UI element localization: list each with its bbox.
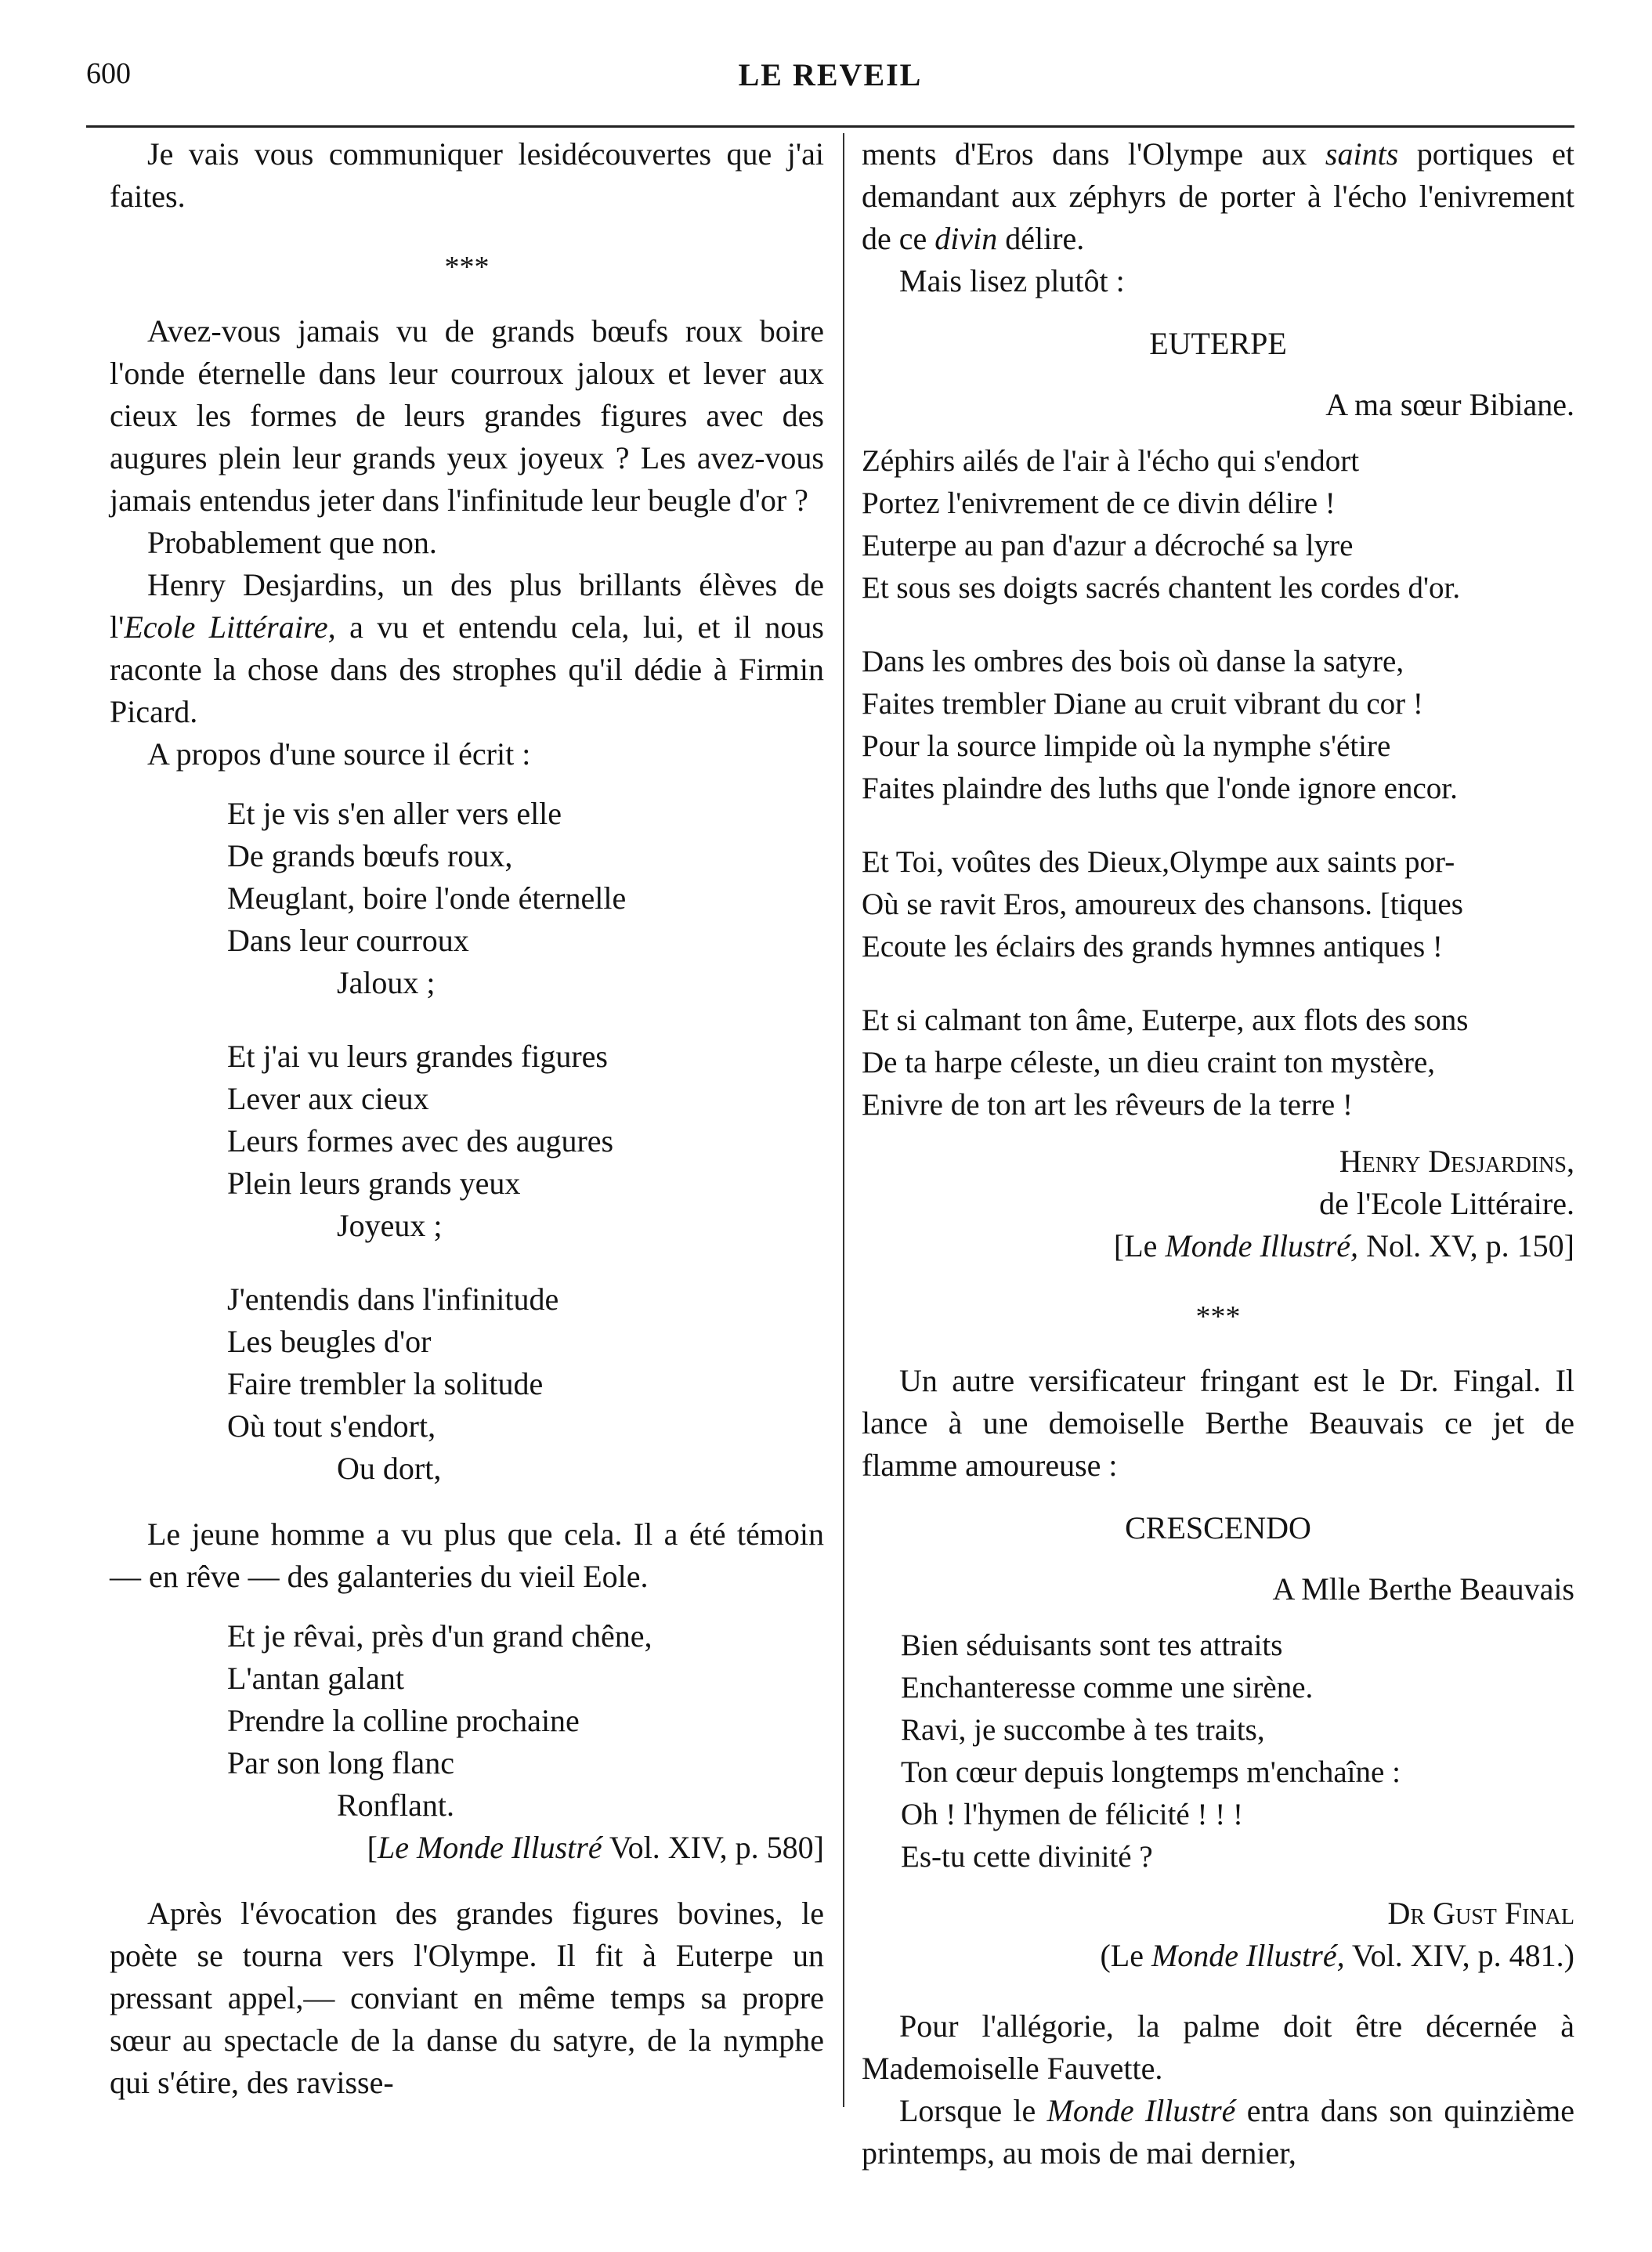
citation: [Le Monde Illustré Vol. XIV, p. 580] — [367, 1830, 824, 1865]
verse-line: Les beugles d'or — [227, 1324, 432, 1359]
paragraph: Henry Desjardins, un des plus brillants élèves de l'Ecole Littéraire, a vu et entendu cela, lui, et il nous raconte la chose dans des strophes qu'il dédie à Firmin Picard. — [110, 567, 824, 729]
verse-line: Es-tu cette divinité ? — [901, 1840, 1153, 1874]
verse-line: Et si calmant ton âme, Euterpe, aux flots des sons — [862, 1003, 1469, 1037]
verse-line: Faire trembler la solitude — [227, 1366, 544, 1401]
verse-line: Prendre la colline prochaine — [227, 1703, 580, 1738]
verse-line: Zéphirs ailés de l'air à l'écho qui s'endort — [862, 444, 1360, 478]
verse-line: Plein leurs grands yeux — [227, 1166, 521, 1201]
verse-line: Enchanteresse comme une sirène. — [901, 1671, 1314, 1704]
verse-line: Lever aux cieux — [227, 1081, 429, 1116]
verse-line: Par son long flanc — [227, 1745, 454, 1780]
verse-stanza — [110, 793, 824, 1490]
author-affiliation: de l'Ecole Littéraire. — [1319, 1186, 1574, 1221]
citation: (Le Monde Illustré, Vol. XIV, p. 481.) — [1100, 1938, 1574, 1973]
poem-title: CRESCENDO — [1125, 1510, 1311, 1545]
verse-line: J'entendis dans l'infinitude — [227, 1281, 559, 1317]
verse-line: Ou dort, — [337, 1451, 442, 1486]
verse-line: Leurs formes avec des augures — [227, 1123, 614, 1159]
paragraph: Je vais vous communiquer lesidécouvertes que j'ai faites. — [110, 136, 824, 214]
verse-line: Joyeux ; — [337, 1208, 443, 1243]
verse-line: Où se ravit Eros, amoureux des chansons. [tiques — [862, 887, 1463, 921]
right-column — [862, 133, 1574, 2174]
left-column — [110, 133, 824, 2104]
verse-line: Faites trembler Diane au cruit vibrant du cor ! — [862, 687, 1423, 721]
verse-line: Et Toi, voûtes des Dieux,Olympe aux saints por- — [862, 845, 1455, 879]
poem-euterpe — [862, 440, 1574, 1126]
verse-line: Et sous ses doigts sacrés chantent les cordes d'or. — [862, 571, 1461, 605]
paragraph: Après l'évocation des grandes figures bovines, le poète se tourna vers l'Olympe. Il fit à Euterpe un pressant appel,— conviant en même temps sa propre sœur au spectacle de la danse du satyre, de la nymphe qui s'étire, des ravisse- — [110, 1896, 824, 2100]
verse-line: Dans les ombres des bois où danse la satyre, — [862, 645, 1404, 678]
verse-line: Où tout s'endort, — [227, 1408, 436, 1444]
verse-line: Et j'ai vu leurs grandes figures — [227, 1039, 608, 1074]
verse-line: Ton cœur depuis longtemps m'enchaîne : — [901, 1755, 1401, 1789]
verse-line: Pour la source limpide où la nymphe s'étire — [862, 729, 1391, 763]
paragraph: Un autre versificateur fringant est le Dr. Fingal. Il lance à une demoiselle Berthe Beauvais ce jet de flamme amoureuse : — [862, 1363, 1574, 1483]
running-header — [86, 56, 1574, 103]
paragraph: Pour l'allégorie, la palme doit être décernée à Mademoiselle Fauvette. — [862, 2008, 1574, 2086]
emphasis: Ecole Littéraire, — [124, 609, 336, 645]
author-signature: Henry Desjardins, — [1339, 1144, 1574, 1179]
section-stars: *** — [1195, 1300, 1241, 1333]
paragraph: Probablement que non. — [147, 525, 437, 560]
verse-line: Et je vis s'en aller vers elle — [227, 796, 562, 831]
verse-line: Jaloux ; — [337, 965, 436, 1000]
verse-line: De grands bœufs roux, — [227, 838, 513, 873]
column-divider — [843, 133, 844, 2107]
verse-line: Euterpe au pan d'azur a décroché sa lyre — [862, 529, 1354, 562]
verse-stanza — [110, 1615, 824, 1869]
verse-line: Meuglant, boire l'onde éternelle — [227, 880, 627, 916]
poem-crescendo — [862, 1625, 1574, 1878]
running-title: LE REVEIL — [738, 57, 923, 92]
verse-line: Faites plaindre des luths que l'onde ignore encor. — [862, 772, 1458, 805]
verse-line: Portez l'enivrement de ce divin délire ! — [862, 486, 1336, 520]
verse-line: Dans leur courroux — [227, 923, 469, 958]
section-stars: *** — [444, 251, 490, 284]
header-rule — [86, 125, 1574, 128]
verse-line: Enivre de ton art les rêveurs de la terre ! — [862, 1088, 1353, 1122]
author-signature: Dr Gust Final — [1387, 1896, 1574, 1931]
verse-line: De ta harpe céleste, un dieu craint ton mystère, — [862, 1046, 1436, 1079]
paragraph: Mais lisez plutôt : — [899, 263, 1125, 298]
verse-line: Bien séduisants sont tes attraits — [901, 1628, 1283, 1662]
paragraph: Le jeune homme a vu plus que cela. Il a été témoin — en rêve — des galanteries du vieil Eole. — [110, 1516, 824, 1594]
paragraph: ments d'Eros dans l'Olympe aux saints portiques et demandant aux zéphyrs de porter à l'écho l'enivrement de ce divin délire. — [862, 136, 1575, 256]
citation: [Le Monde Illustré, Nol. XV, p. 150] — [1113, 1228, 1574, 1263]
dedication: A ma sœur Bibiane. — [1325, 387, 1574, 422]
verse-line: Ravi, je succombe à tes traits, — [901, 1713, 1265, 1747]
verse-line: L'antan galant — [227, 1661, 404, 1696]
paragraph: Lorsque le Monde Illustré entra dans son quinzième printemps, au mois de mai dernier, — [862, 2093, 1574, 2171]
verse-line: Oh ! l'hymen de félicité ! ! ! — [901, 1798, 1243, 1831]
verse-line: Ronflant. — [337, 1788, 454, 1823]
paragraph: Avez-vous jamais vu de grands bœufs roux boire l'onde éternelle dans leur courroux jaloux et lever aux cieux les formes de leurs grandes figures avec des augures plein leur grands yeux joyeux ? Les avez-vous jamais entendus jeter dans l'infinitude leur beugle d'or ? — [110, 313, 824, 518]
dedication: A Mlle Berthe Beauvais — [1272, 1571, 1574, 1607]
paragraph: A propos d'une source il écrit : — [147, 736, 531, 772]
verse-line: Et je rêvai, près d'un grand chêne, — [227, 1618, 652, 1654]
page-number: 600 — [86, 57, 131, 90]
poem-title: EUTERPE — [1149, 326, 1287, 361]
verse-line: Ecoute les éclairs des grands hymnes antiques ! — [862, 930, 1443, 963]
